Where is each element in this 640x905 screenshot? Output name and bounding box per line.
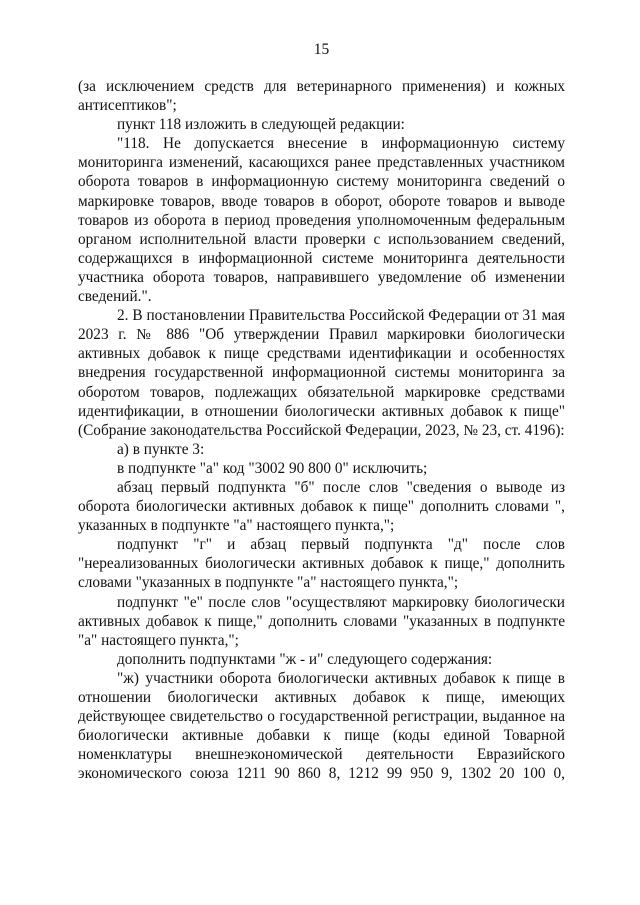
- paragraph-3: "118. Не допускается внесение в информационную систему мониторинга изменений, касающихся ранее представленных участником оборота товаров в информационную систему мониторинга сведений о маркировке товаров, вводе товаров в оборот, обороте товаров и выводе товаров из оборота в период проведения уполномоченным федеральным органом исполнительной власти проверки с использованием сведений, содержащихся в информационной системе мониторинга деятельности участника оборота товаров, направившего уведомление об изменении сведений.".: [78, 135, 565, 306]
- paragraph-5: а) в пункте 3:: [117, 440, 205, 458]
- paragraph-9: подпункт "е" после слов "осуществляют маркировку биологически активных добавок к пище," дополнить словами "указанных в подпункте "а" настоящего пункта,";: [78, 593, 565, 649]
- paragraph-2: пункт 118 изложить в следующей редакции:: [117, 116, 405, 134]
- paragraph-11: "ж) участники оборота биологически активных добавок к пище в отношении биологически активных добавок к пище, имеющих действующее свидетельство о государственной регистрации, выданное на биологически активные добавки к пище (коды единой Товарной номенклатуры внешнеэкономической деятельности Евразийского экономического союза 1211 90 860 8, 1212 99 950 9, 1302 20 100 0,: [78, 669, 565, 783]
- page-number: 15: [313, 41, 330, 58]
- paragraph-4: 2. В постановлении Правительства Российской Федерации от 31 мая 2023 г. № 886 "Об утверждении Правил маркировки биологически активных добавок к пище средствами идентификации и особенностях внедрения государственной информационной системы мониторинга за оборотом товаров, подлежащих обязательной маркировке средствами идентификации, в отношении биологически активных добавок к пище" (Собрание законодательства Российской Федерации, 2023, № 23, ст. 4196):: [78, 307, 565, 439]
- paragraph-7: абзац первый подпункта "б" после слов "сведения о выводе из оборота биологически активных добавок к пище" дополнить словами ", указанных в подпункте "а" настоящего пункта,";: [78, 478, 565, 535]
- paragraph-6: в подпункте "а" код "3002 90 800 0" исключить;: [117, 459, 428, 477]
- paragraph-1: (за исключением средств для ветеринарного применения) и кожных антисептиков";: [78, 78, 565, 115]
- paragraph-10: дополнить подпунктами "ж - и" следующего содержания:: [117, 650, 493, 668]
- document-body: [78, 77, 565, 783]
- paragraph-8: подпункт "г" и абзац первый подпункта "д" после слов "нереализованных биологически активных добавок к пище," дополнить словами "указанных в подпункте "а" настоящего пункта,";: [78, 536, 565, 592]
